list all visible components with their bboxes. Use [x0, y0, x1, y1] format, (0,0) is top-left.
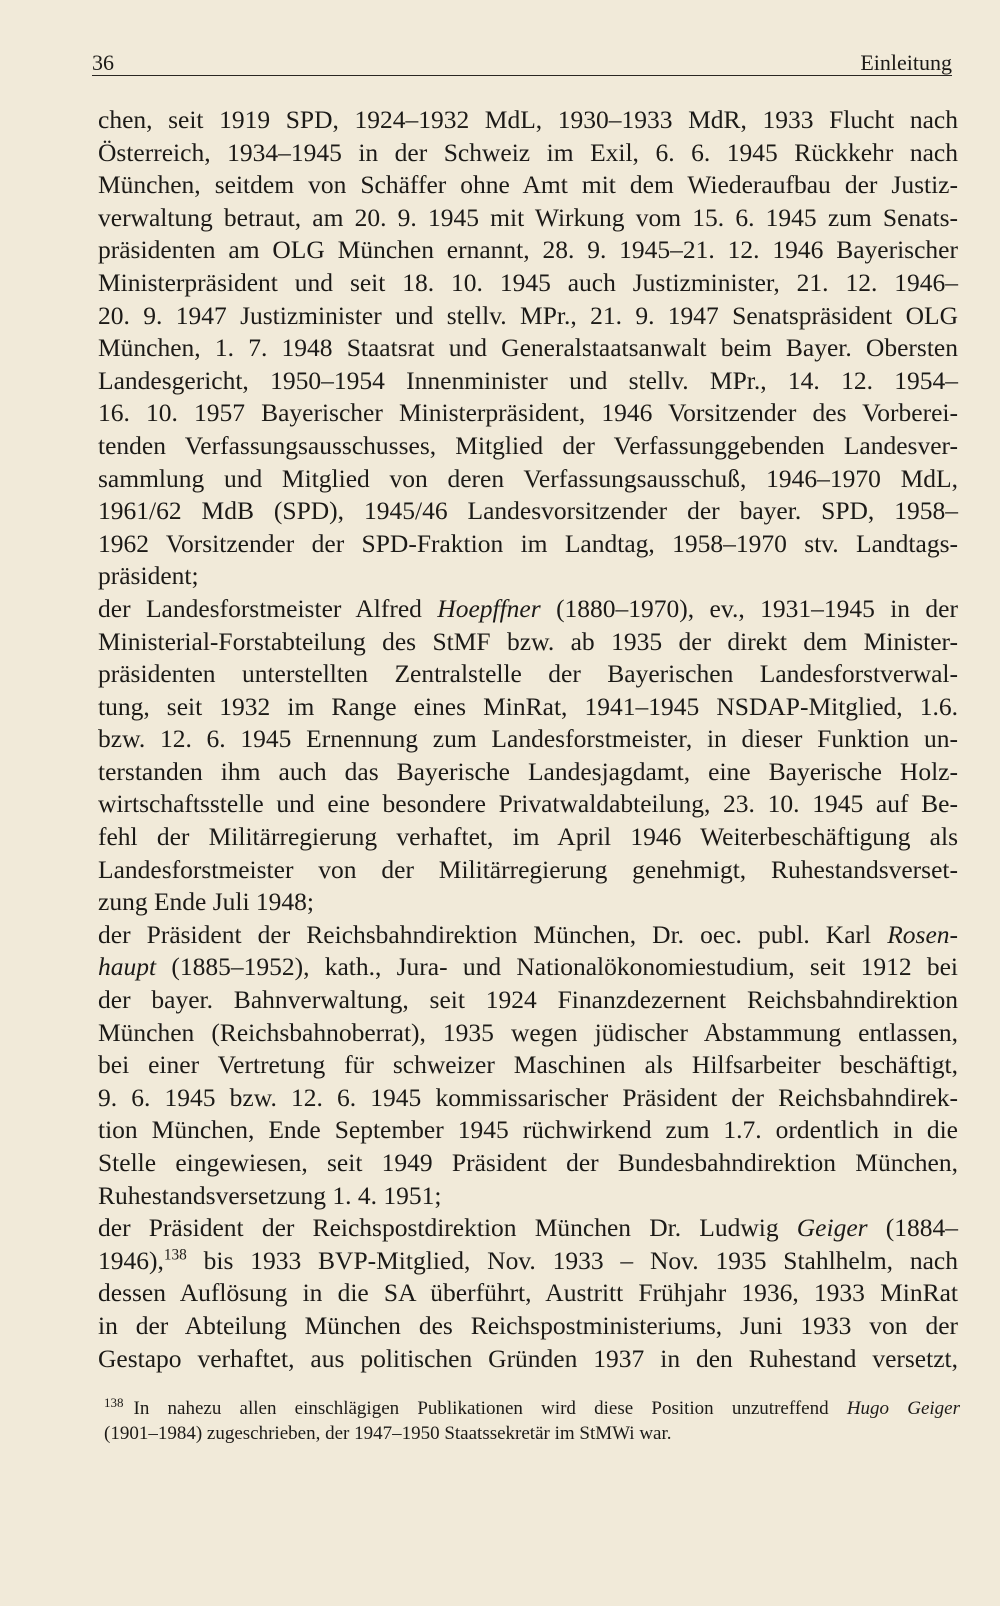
text-line: in der Abteilung München des Reichspostministeriums, Juni 1933 von der: [98, 1310, 958, 1340]
text-line: 20. 9. 1947 Justizminister und stellv. MPr., 21. 9. 1947 Senatspräsident OLG: [98, 300, 958, 330]
footnote-line: $^{138}$ In nahezu allen einschlägigen Publikationen wird diese Position unzutreffend Hugo Geiger: [104, 1394, 961, 1419]
text-line: tung, seit 1932 im Range eines MinRat, 1941–1945 NSDAP-Mitglied, 1.6.: [98, 691, 958, 721]
running-head-title: Einleitung: [860, 50, 952, 75]
text-line: 9. 6. 1945 bzw. 12. 6. 1945 kommissarischer Präsident der Reichsbahndirek-: [98, 1082, 958, 1112]
footnote-reference: 138: [163, 1246, 187, 1264]
text-line: dessen Auflösung in die SA überführt, Austritt Frühjahr 1936, 1933 MinRat: [98, 1278, 958, 1308]
text-line: sammlung und Mitglied von deren Verfassungsausschuß, 1946–1970 MdL,: [98, 463, 958, 493]
text-line: 1962 Vorsitzender der SPD-Fraktion im Landtag, 1958–1970 stv. Landtags-: [98, 528, 958, 558]
text-line: der Präsident der Reichsbahndirektion München, Dr. oec. publ. Karl Rosen-: [98, 919, 958, 949]
text-line: 1961/62 MdB (SPD), 1945/46 Landesvorsitzender der bayer. SPD, 1958–: [98, 496, 958, 526]
text-line: terstanden ihm auch das Bayerische Landesjagdamt, eine Bayerische Holz-: [98, 756, 958, 786]
text-line: zung Ende Juli 1948;: [98, 887, 315, 917]
main-text: [98, 104, 958, 1375]
text-line: München, 1. 7. 1948 Staatsrat und Generalstaatsanwalt beim Bayer. Obersten: [98, 333, 958, 363]
text-line: verwaltung betraut, am 20. 9. 1945 mit Wirkung vom 15. 6. 1945 zum Senats-: [98, 202, 958, 232]
header-rule: [92, 75, 952, 76]
text-line: München, seitdem von Schäffer ohne Amt mit dem Wiederaufbau der Justiz-: [98, 170, 958, 200]
text-line: Landesgericht, 1950–1954 Innenminister und stellv. MPr., 14. 12. 1954–: [98, 365, 958, 395]
text-line: tenden Verfassungsausschusses, Mitglied der Verfassunggebenden Landesver-: [98, 430, 958, 460]
text-line: fehl der Militärregierung verhaftet, im April 1946 Weiterbeschäftigung als: [98, 822, 958, 852]
text-line: präsidenten am OLG München ernannt, 28. 9. 1945–21. 12. 1946 Bayerischer: [98, 235, 958, 265]
text-line: Ministerpräsident und seit 18. 10. 1945 auch Justizminister, 21. 12. 1946–: [98, 267, 958, 297]
text-line: Gestapo verhaftet, aus politischen Gründen 1937 in den Ruhestand versetzt,: [98, 1343, 958, 1373]
text-line: haupt (1885–1952), kath., Jura- und Nationalökonomiestudium, seit 1912 bei: [98, 952, 958, 982]
text-line: präsidenten unterstellten Zentralstelle der Bayerischen Landesforstverwal-: [98, 659, 958, 689]
italic-name: haupt: [98, 952, 157, 982]
text-line: Landesforstmeister von der Militärregierung genehmigt, Ruhestandsverset-: [98, 854, 958, 884]
text-line: Ministerial-Forstabteilung des StMF bzw. ab 1935 der direkt dem Minister-: [98, 626, 958, 656]
running-header: [92, 42, 952, 76]
text-line: chen, seit 1919 SPD, 1924–1932 MdL, 1930–1933 MdR, 1933 Flucht nach: [98, 105, 958, 134]
text-line: 1946),$^{138}$ bis 1933 BVP-Mitglied, Nov. 1933 – Nov. 1935 Stahlhelm, nach: [98, 1245, 958, 1275]
text-line: bei einer Vertretung für schweizer Maschinen als Hilfsarbeiter beschäftigt,: [98, 1050, 958, 1080]
footnote-number: 138: [104, 1394, 124, 1410]
page-number: 36: [92, 50, 114, 75]
text-line: präsident;: [98, 561, 199, 591]
footnote-line: (1901–1984) zugeschrieben, der 1947–1950 Staatssekretär im StMWi war.: [104, 1423, 672, 1444]
italic-name: Hugo Geiger: [846, 1398, 961, 1419]
text-line: 16. 10. 1957 Bayerischer Ministerpräsident, 1946 Vorsitzender des Vorberei-: [98, 398, 958, 428]
text-line: Ruhestandsversetzung 1. 4. 1951;: [98, 1180, 442, 1210]
text-line: Österreich, 1934–1945 in der Schweiz im Exil, 6. 6. 1945 Rückkehr nach: [98, 137, 958, 167]
text-line: tion München, Ende September 1945 rüchwirkend zum 1.7. ordentlich in die: [98, 1115, 958, 1145]
text-line: der Präsident der Reichspostdirektion München Dr. Ludwig Geiger (1884–: [98, 1213, 958, 1243]
italic-name: Geiger: [796, 1213, 868, 1243]
italic-name: Hoepffner: [437, 593, 541, 623]
footnote: [104, 1396, 960, 1446]
italic-name: Rosen-: [887, 919, 958, 949]
text-line: der Landesforstmeister Alfred Hoepffner (1880–1970), ev., 1931–1945 in der: [98, 593, 958, 623]
text-line: bzw. 12. 6. 1945 Ernennung zum Landesforstmeister, in dieser Funktion un-: [98, 724, 958, 754]
text-line: der bayer. Bahnverwaltung, seit 1924 Finanzdezernent Reichsbahndirektion: [98, 985, 958, 1015]
text-line: Stelle eingewiesen, seit 1949 Präsident der Bundesbahndirektion München,: [98, 1148, 958, 1177]
text-line: München (Reichsbahnoberrat), 1935 wegen jüdischer Abstammung entlassen,: [98, 1017, 958, 1047]
text-line: wirtschaftsstelle und eine besondere Privatwaldabteilung, 23. 10. 1945 auf Be-: [98, 789, 958, 819]
